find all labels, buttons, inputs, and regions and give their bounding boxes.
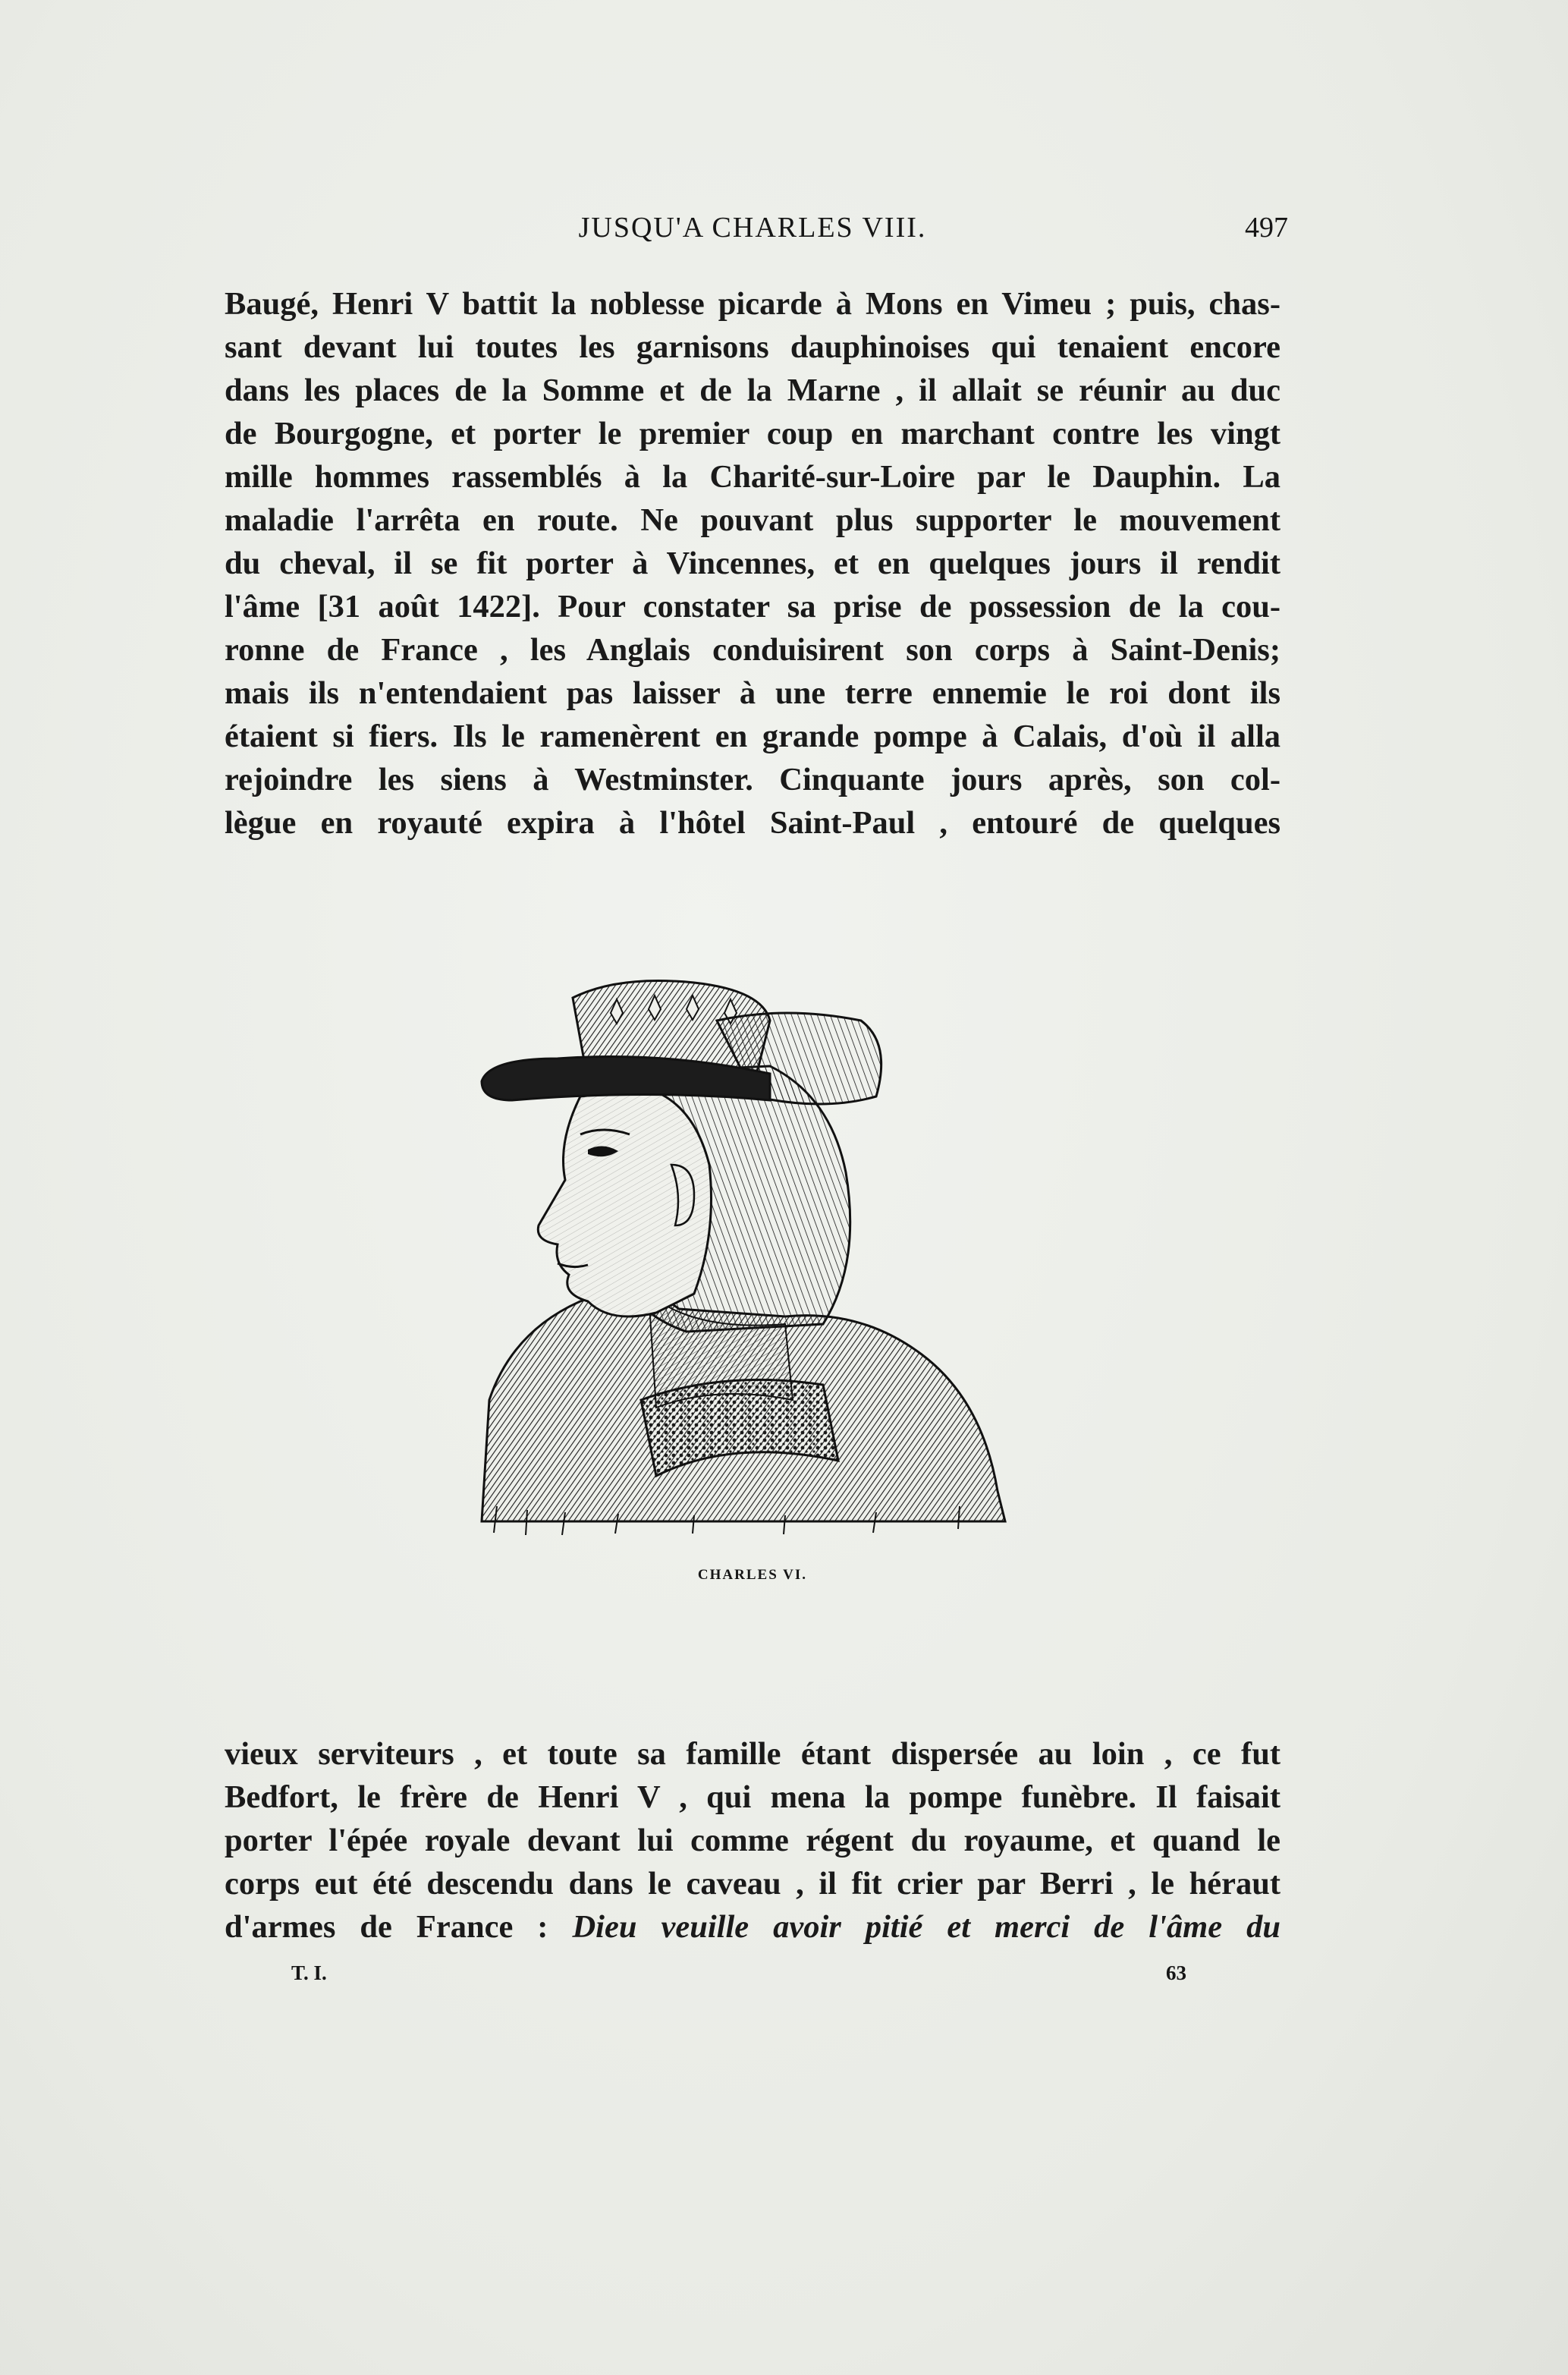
text-plain: d'armes de France : — [225, 1909, 573, 1945]
text-line: rejoindre les siens à Westminster. Cinquante jours après, son col- — [225, 762, 1280, 797]
text-line: l'âme [31 août 1422]. Pour constater sa prise de possession de la cou- — [225, 589, 1280, 624]
page-header — [217, 205, 1288, 250]
text-line: sant devant lui toutes les garnisons dauphinoises qui tenaient encore — [225, 329, 1280, 365]
text-line: dans les places de la Somme et de la Marne , il allait se réunir au duc — [225, 373, 1280, 408]
text-line: mais ils n'entendaient pas laisser à une terre ennemie le roi dont ils — [225, 675, 1280, 711]
figure-caption: CHARLES VI. — [697, 1567, 808, 1583]
signature-right: 63 — [1166, 1961, 1186, 1984]
text-line-last — [225, 1905, 1280, 1949]
text-line: vieux serviteurs , et toute sa famille étant dispersée au loin , ce fut — [225, 1736, 1280, 1772]
running-title: JUSQU'A CHARLES VIII. — [578, 212, 927, 244]
signature-left: T. I. — [291, 1961, 327, 1984]
body-text-top — [225, 282, 1280, 845]
text-line: maladie l'arrêta en route. Ne pouvant plus supporter le mouvement — [225, 502, 1280, 538]
text-line: Bedfort, le frère de Henri V , qui mena la pompe funèbre. Il faisait — [225, 1779, 1280, 1815]
page-number: 497 — [1245, 212, 1288, 244]
text-line: lègue en royauté expira à l'hôtel Saint-Paul , entouré de quelques — [225, 805, 1280, 841]
text-line: porter l'épée royale devant lui comme régent du royaume, et quand le — [225, 1823, 1280, 1858]
text-line: du cheval, il se fit porter à Vincennes, et en quelques jours il rendit — [225, 546, 1280, 581]
text-line: Baugé, Henri V battit la noblesse picarde à Mons en Vimeu ; puis, chas- — [225, 286, 1280, 322]
portrait-engraving-icon — [467, 975, 1028, 1537]
text-line: étaient si fiers. Ils le ramenèrent en grande pompe à Calais, d'où il alla — [225, 719, 1280, 754]
text-line: corps eut été descendu dans le caveau , il fit crier par Berri , le héraut — [225, 1866, 1280, 1902]
body-text-bottom — [225, 1732, 1280, 1949]
text-line: ronne de France , les Anglais conduisirent son corps à Saint-Denis; — [225, 632, 1280, 668]
text-line: mille hommes rassemblés à la Charité-sur-Loire par le Dauphin. La — [225, 459, 1280, 495]
text-italic: Dieu veuille avoir pitié et merci de l'âme du — [572, 1909, 1280, 1945]
text-line: de Bourgogne, et porter le premier coup en marchant contre les vingt — [225, 416, 1280, 451]
